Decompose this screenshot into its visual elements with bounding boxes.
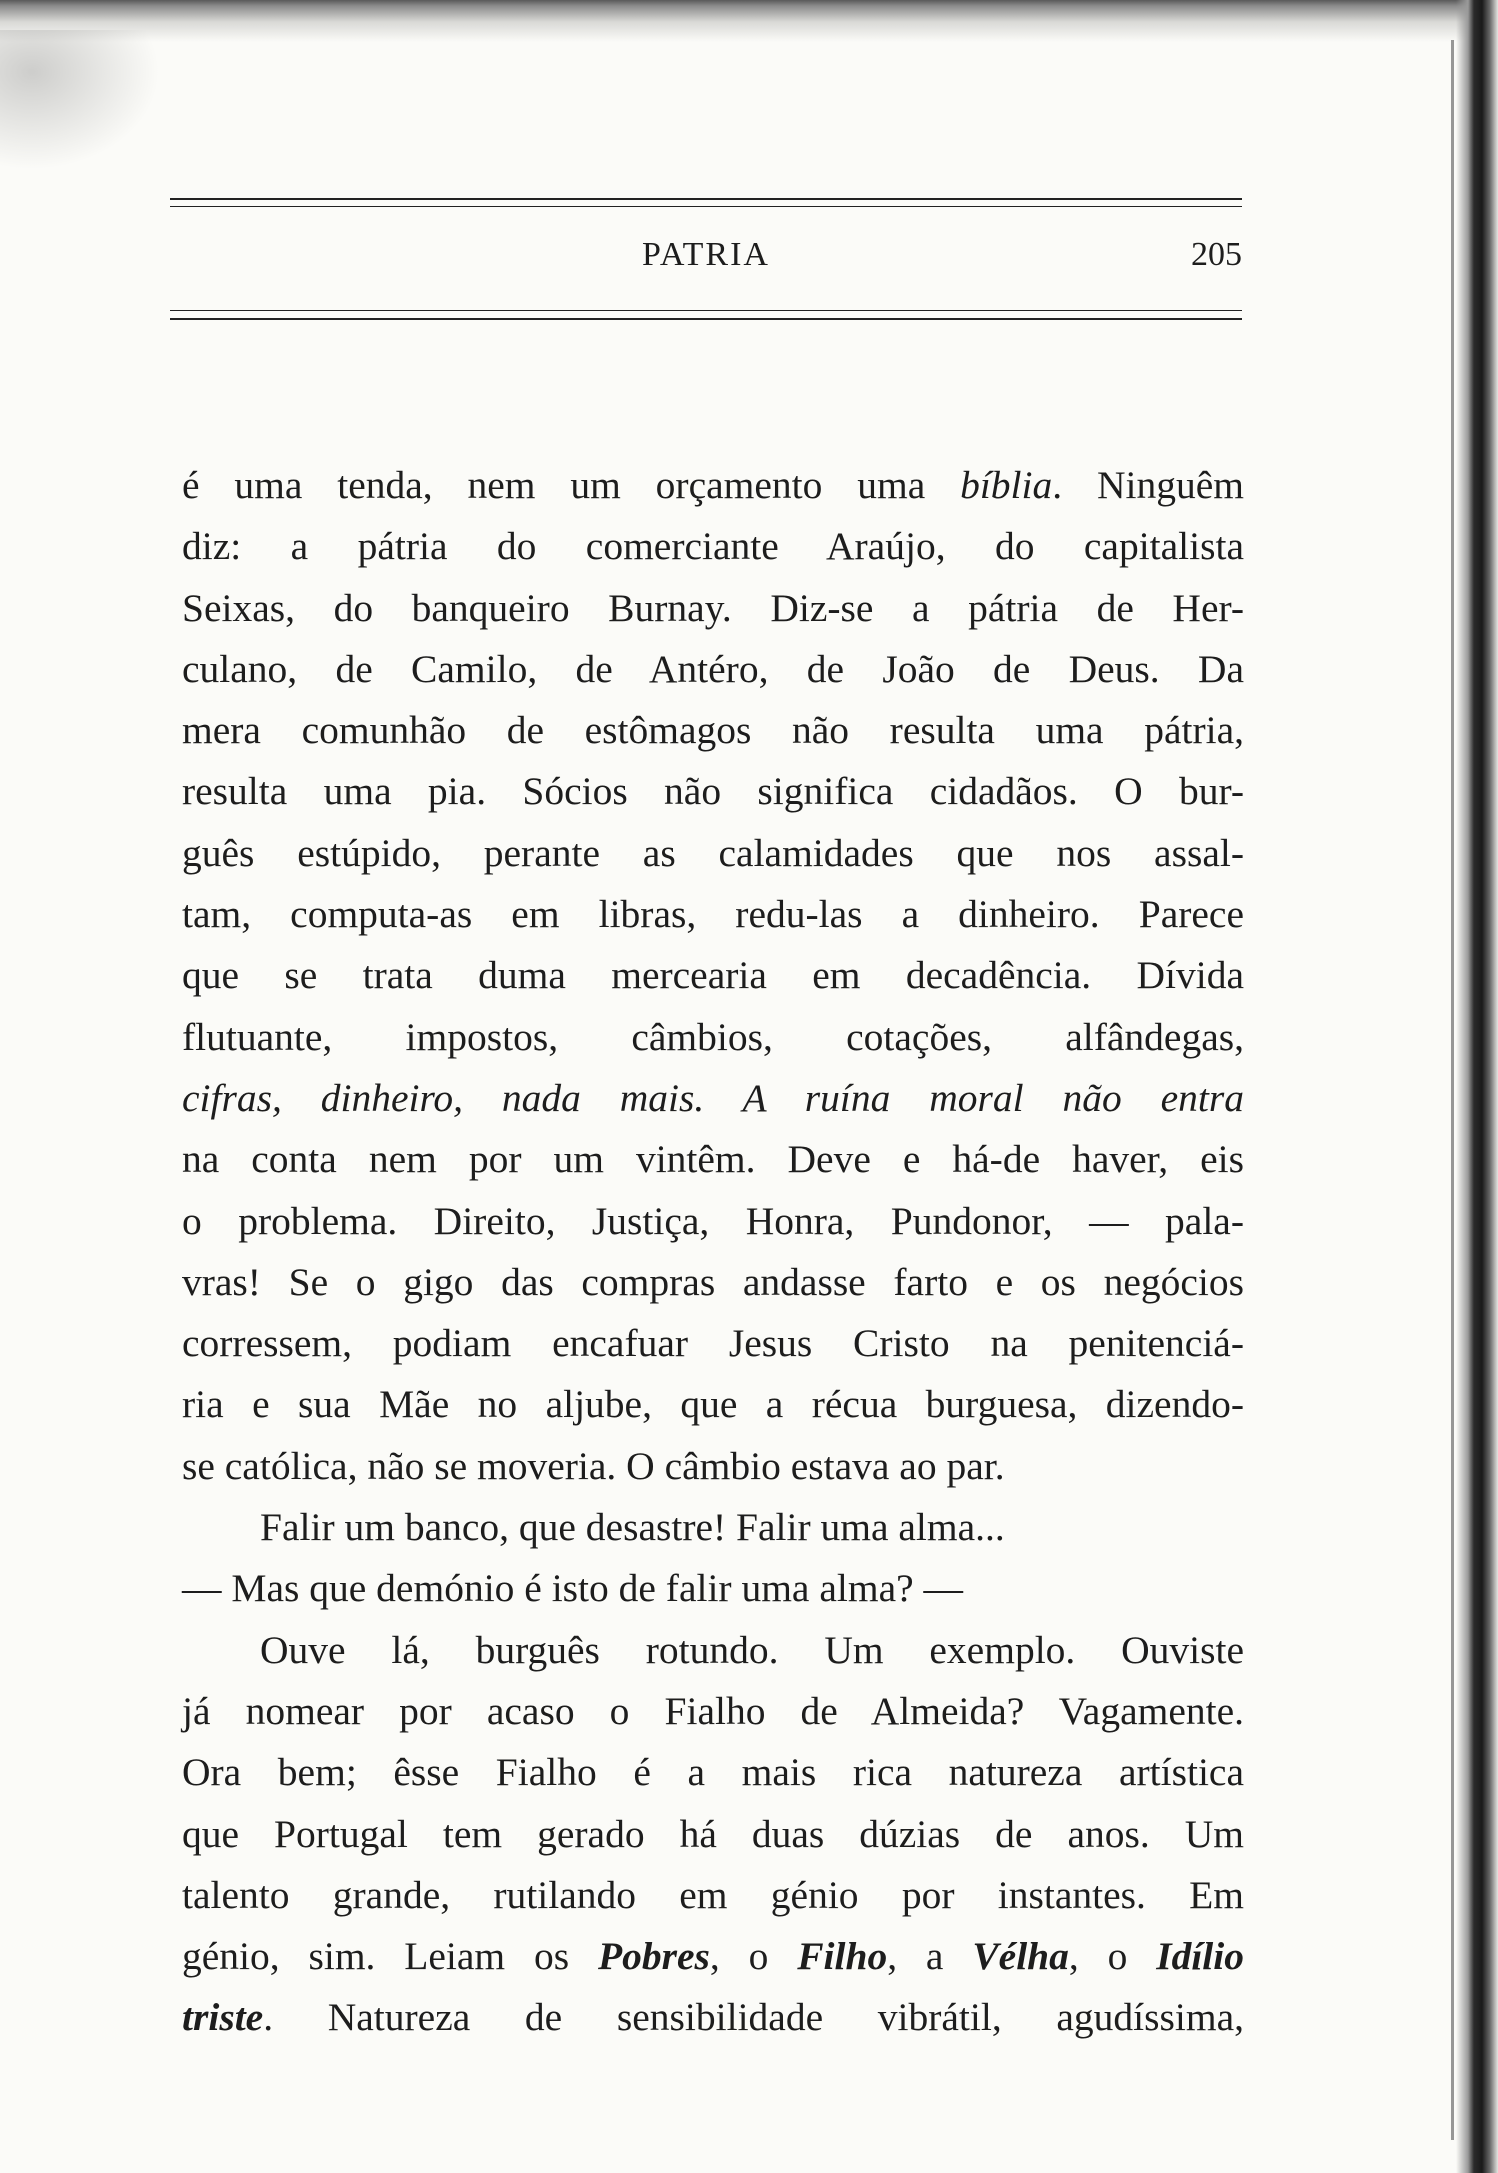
text-segment: talento grande, rutilando em génio por instantes. Em [182,1872,1244,1917]
text-segment: flutuante, impostos, câmbios, cotações, alfândegas, [182,1014,1244,1059]
text-segment: o problema. Direito, Justiça, Honra, Pundonor, — pala- [182,1198,1244,1243]
text-line [182,1007,1244,1068]
scan-top-shadow [0,0,1498,42]
scan-right-edge [1456,0,1498,2173]
text-segment: guês estúpido, perante as calamidades que nos assal- [182,830,1244,875]
text-line [182,639,1244,700]
emphasis-text: bíblia [960,463,1053,507]
book-title: Idílio [1156,1934,1244,1979]
text-line [182,1436,1244,1497]
text-line [182,1191,1244,1252]
text-segment: Seixas, do banqueiro Burnay. Diz-se a pátria de Her- [182,585,1244,630]
text-line [182,761,1244,822]
text-segment: tam, computa-as em libras, redu-las a dinheiro. Parece [182,892,1244,937]
text-segment: na conta nem por um vintêm. Deve e há-de haver, eis [182,1137,1244,1182]
header-rule-bottom [170,318,1242,320]
text-line [182,1129,1244,1190]
text-segment: Falir um banco, que desastre! Falir uma alma... [260,1505,1005,1550]
text-line [182,1068,1244,1129]
page-header [170,198,1242,328]
book-title: Vélha [972,1934,1069,1979]
text-segment: corressem, podiam encafuar Jesus Cristo na penitenciá- [182,1321,1244,1366]
text-line [182,1374,1244,1435]
text-line [182,578,1244,639]
text-segment: ria e sua Mãe no aljube, que a récua burguesa, dizendo- [182,1382,1244,1427]
text-segment: já nomear por acaso o Fialho de Almeida? Vagamente. [182,1688,1244,1733]
scan-speckle [0,30,160,170]
text-segment: mera comunhão de estômagos não resulta uma pátria, [182,708,1244,753]
text-line [182,1620,1244,1681]
text-segment: vras! Se o gigo das compras andasse farto e os negócios [182,1259,1244,1304]
text-line [182,516,1244,577]
text-line [182,1742,1244,1803]
text-segment: que se trata duma mercearia em decadência. Dívida [182,953,1244,998]
text-line [182,1865,1244,1926]
text-segment: , o [1068,1934,1157,1979]
text-segment: , o [709,1934,798,1979]
header-rule-top [170,198,1242,200]
text-line [182,1926,1244,1987]
text-segment: — Mas que demónio é isto de falir uma alma? — [182,1566,964,1611]
text-line [182,884,1244,945]
text-line [182,455,1244,516]
text-segment: é uma tenda, nem um orçamento uma [182,463,961,507]
text-segment: génio, sim. Leiam os [182,1934,598,1979]
text-line [182,1558,1244,1619]
text-line [182,1313,1244,1374]
book-title: triste [182,1995,264,2040]
body-text [182,455,1244,2049]
text-line [182,945,1244,1006]
text-line [182,1681,1244,1742]
text-segment: se católica, não se moveria. O câmbio estava ao par. [182,1443,1005,1488]
text-line [182,1987,1244,2048]
text-segment: resulta uma pia. Sócios não significa cidadãos. O bur- [182,769,1244,814]
scan-binding-line [1451,40,1454,2140]
text-line [182,1497,1244,1558]
text-segment: , a [887,1934,973,1979]
book-title: Pobres [597,1934,710,1979]
book-title: Filho [797,1934,888,1979]
text-line [182,700,1244,761]
text-segment: Ouve lá, burguês rotundo. Um exemplo. Ouviste [260,1627,1244,1672]
text-line [182,1804,1244,1865]
text-segment: . Ninguêm [1052,463,1244,507]
text-line [182,1252,1244,1313]
text-segment: culano, de Camilo, de Antéro, de João de Deus. Da [182,646,1244,691]
emphasis-text: cifras, dinheiro, nada mais. A ruína moral não entra [182,1075,1244,1120]
header-rule-bottom-thin [170,310,1242,311]
header-rule-top-thin [170,206,1242,207]
running-title: PATRIA [642,236,770,273]
text-segment: Ora bem; êsse Fialho é a mais rica natureza artística [182,1750,1244,1795]
text-segment: . Natureza de sensibilidade vibrátil, agudíssima, [263,1995,1244,2040]
text-segment: que Portugal tem gerado há duas dúzias de anos. Um [182,1811,1244,1856]
page-number: 205 [1191,236,1242,273]
text-segment: diz: a pátria do comerciante Araújo, do capitalista [182,524,1244,569]
text-line [182,823,1244,884]
